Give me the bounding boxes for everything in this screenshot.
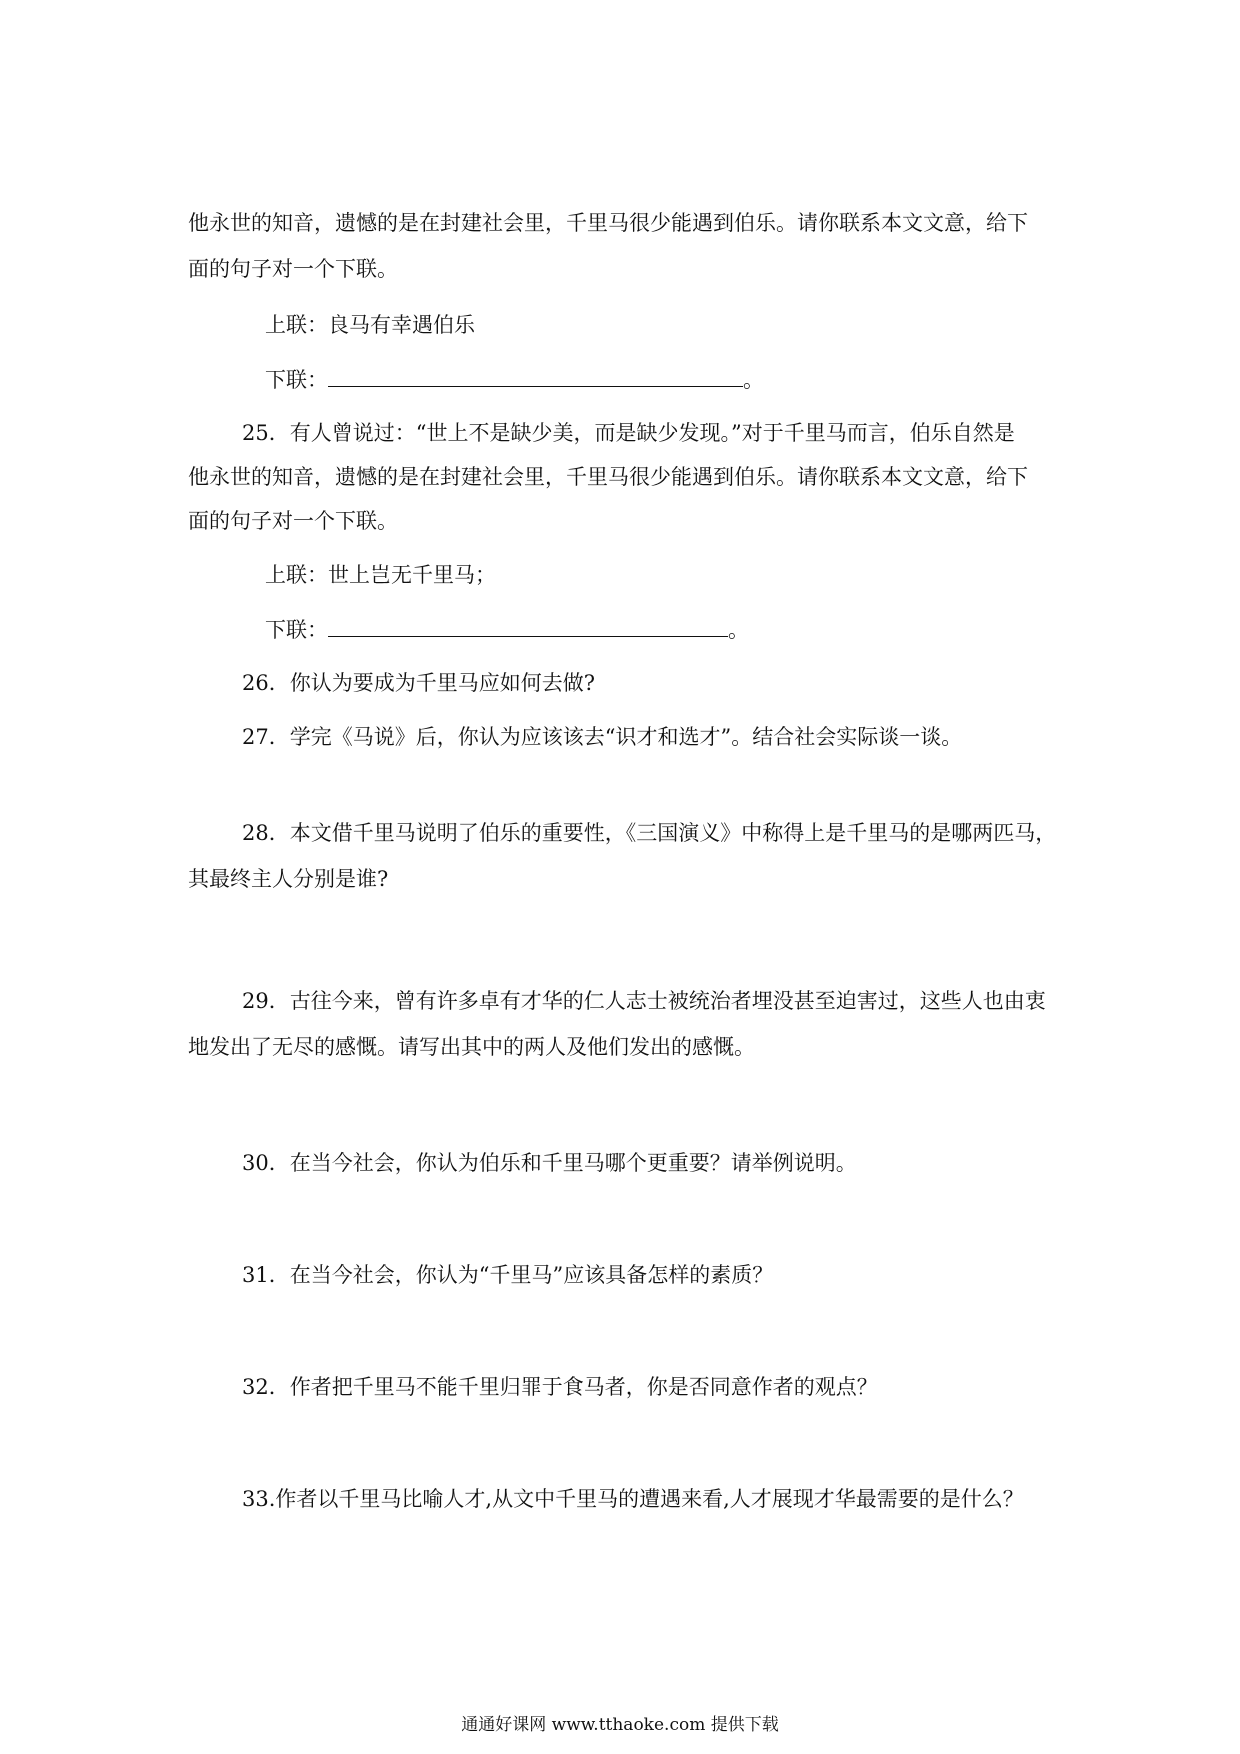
q24-lower-couplet: [265, 364, 764, 395]
q28-line-2: 其最终主人分别是谁?: [188, 867, 389, 891]
q31-text: 31．在当今社会，你认为“千里马”应该具备怎样的素质？: [242, 1263, 774, 1287]
page-footer: 通通好课网 www.tthaoke.com 提供下载: [461, 1715, 779, 1735]
q25-upper-couplet: 上联：世上岂无千里马；: [265, 563, 496, 587]
q24-line-2: 面的句子对一个下联。: [188, 257, 398, 281]
q24-line-1: 他永世的知音，遗憾的是在封建社会里，千里马很少能遇到伯乐。请你联系本文文意，给下: [188, 211, 1028, 235]
q33-text: 33.作者以千里马比喻人才,从文中千里马的遭遇来看,人才展现才华最需要的是什么？: [242, 1487, 1024, 1511]
q32-text: 32．作者把千里马不能千里归罪于食马者，你是否同意作者的观点？: [242, 1375, 878, 1399]
q24-lower-label: 下联：: [265, 368, 328, 392]
q25-line-3: 面的句子对一个下联。: [188, 509, 398, 533]
q30-text: 30．在当今社会，你认为伯乐和千里马哪个更重要？请举例说明。: [242, 1151, 857, 1175]
q25-answer-blank[interactable]: [328, 614, 728, 637]
q24-answer-blank[interactable]: [328, 364, 743, 387]
q25-lower-couplet: [265, 614, 749, 645]
q25-line-1: 25．有人曾说过：“世上不是缺少美，而是缺少发现。”对于千里马而言，伯乐自然是: [242, 421, 1015, 445]
q29-line-2: 地发出了无尽的感慨。请写出其中的两人及他们发出的感慨。: [188, 1035, 755, 1059]
q28-line-1: 28．本文借千里马说明了伯乐的重要性，《三国演义》中称得上是千里马的是哪两匹马，: [242, 821, 1057, 845]
q24-upper-couplet: 上联：良马有幸遇伯乐: [265, 313, 475, 337]
q27-text: 27．学完《马说》后，你认为应该该去“识才和选才”。结合社会实际谈一谈。: [242, 725, 963, 749]
q25-end-mark: 。: [728, 618, 749, 642]
q25-lower-label: 下联：: [265, 618, 328, 642]
q29-line-1: 29．古往今来，曾有许多卓有才华的仁人志士被统治者埋没甚至迫害过，这些人也由衷: [242, 989, 1046, 1013]
q25-line-2: 他永世的知音，遗憾的是在封建社会里，千里马很少能遇到伯乐。请你联系本文文意，给下: [188, 465, 1028, 489]
q26-text: 26．你认为要成为千里马应如何去做?: [242, 671, 595, 695]
q24-end-mark: 。: [743, 368, 764, 392]
